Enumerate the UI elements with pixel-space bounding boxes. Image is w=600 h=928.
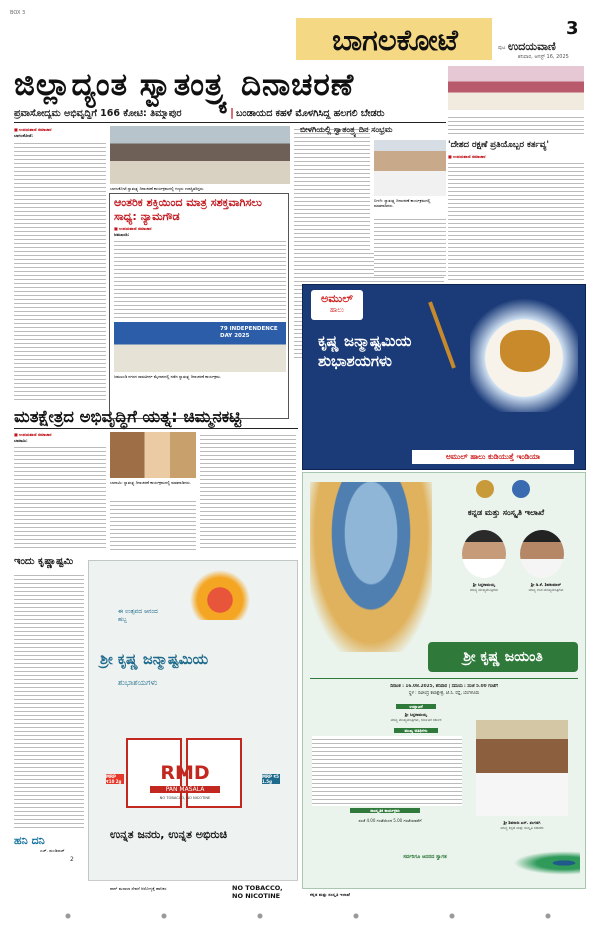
govt-minister-photo <box>476 720 568 816</box>
page-date: ಶನಿವಾರ, ಆಗಸ್ಟ್ 16, 2025 <box>518 54 569 60</box>
rmd-slogan: ಉನ್ನತ ಜನರು, ಉನ್ನತ ಅಭಿರುಚಿ <box>110 828 228 841</box>
story3-photo <box>110 432 196 478</box>
govt-emblem-icon <box>476 480 494 498</box>
govt-program-label: ಸಾಂಸ್ಕೃತಿಕ ಕಾರ್ಯಕ್ರಮ <box>350 808 420 813</box>
amul-greeting-line2: ಶುಭಾಶಯಗಳು <box>318 352 392 370</box>
right-story-caption: ಬೀಳಗಿಯಲ್ಲಿ ಸ್ವಾತಂತ್ರ್ಯ ದಿನ ಸಂಭ್ರಮ <box>300 125 393 134</box>
right-quote-headline: 'ದೇಶದ ರಕ್ಷಣೆ ಪ್ರತಿಯೊಬ್ಬರ ಕರ್ತವ್ಯ' <box>448 140 549 150</box>
hanidani-logo: ಹನಿ ದನಿ <box>14 834 45 847</box>
story2-banner-text: 79 INDEPENDENCE DAY 2025 <box>220 326 278 339</box>
govt-inaug-name: ಶ್ರೀ ಸಿದ್ದರಾಮಯ್ಯ <box>404 712 428 717</box>
govt-cm-name: ಶ್ರೀ ಸಿದ್ದರಾಮಯ್ಯ <box>472 582 496 587</box>
story2-byline: ■ ಉದಯವಾಣಿ ಸಮಾಚಾರ <box>114 226 152 231</box>
right-top-body <box>448 114 584 136</box>
rmd-mrp-right: MRP ₹5 1.5g <box>262 774 279 784</box>
govt-dcm-role: ಮಾನ್ಯ ಉಪ ಮುಖ್ಯಮಂತ್ರಿಗಳು <box>528 588 564 592</box>
today-body <box>14 572 84 828</box>
lead-rule <box>14 122 446 123</box>
rmd-celebration-art <box>180 570 260 620</box>
govt-venue-line: ಸ್ಥಳ : ರವೀಂದ್ರ ಕಲಾಕ್ಷೇತ್ರ, ಜೆ.ಸಿ. ರಸ್ತೆ, ಬೆಂಗಳೂರು <box>408 691 480 696</box>
govt-seal-icon <box>512 480 530 498</box>
story3-headline: ಮತಕ್ಷೇತ್ರದ ಅಭಿವೃದ್ಧಿಗೆ ಯತ್ನ: ಚಿಮ್ಮನಕಟ್ಟಿ <box>14 407 242 426</box>
amul-brand: ಅಮುಲ್ <box>321 292 353 305</box>
govt-dept: ಕನ್ನಡ ಮತ್ತು ಸಂಸ್ಕೃತಿ ಇಲಾಖೆ <box>467 508 545 517</box>
hanidani-sub: ಎಚ್. ಡುಂಡಿರಾಜ್ <box>40 848 65 853</box>
rmd-small-script: ಈ ಉತ್ಸವದ ಆನಂದ ಹಬ್ಬ <box>118 608 158 623</box>
right-top-photo <box>448 66 584 110</box>
govt-inaug-role: ಮಾನ್ಯ ಮುಖ್ಯಮಂತ್ರಿಗಳು, ಕರ್ನಾಟಕ ಸರ್ಕಾರ <box>390 718 442 722</box>
govt-date-line: ದಿನಾಂಕ : 16.08.2025, ಶನಿವಾರ | ಸಮಯ : ಸಂಜೆ 5.00 ಗಂಟೆಗೆ <box>390 684 498 689</box>
story2-dateline: ಜಮಖಂಡಿ: <box>114 232 130 237</box>
rmd-title: ಶ್ರೀ ಕೃಷ್ಣ ಜನ್ಮಾಷ್ಟಮಿಯ <box>100 652 209 668</box>
govt-minister-name: ಶ್ರೀ ಶಿವರಾಜ ಎಸ್. ತಂಗಡಗಿ <box>503 820 541 825</box>
govt-dcm-photo <box>520 530 564 578</box>
govt-program-time: ಸಂಜೆ 4.00 ಗಂಟೆಯಿಂದ 5.00 ಗಂಟೆಯವರೆಗೆ <box>358 818 422 823</box>
govt-guests-list <box>312 736 462 806</box>
govt-krishna-art <box>310 482 432 652</box>
right-quote-body <box>448 160 584 280</box>
lead-headline: ಜಿಲ್ಲಾದ್ಯಂತ ಸ್ವಾತಂತ್ರ್ಯ ದಿನಾಚರಣೆ <box>14 67 355 103</box>
lead-photo <box>110 126 290 184</box>
page-number: 3 <box>566 18 579 39</box>
registration-marks <box>0 912 600 920</box>
lead-subhead-sep: | <box>230 106 235 119</box>
lead-body-col2 <box>14 300 106 400</box>
story3-photo-caption: ಬಾದಾಮಿ: ಸ್ವಾತಂತ್ರ್ಯ ದಿನಾಚರಣೆ ಕಾರ್ಯಕ್ರಮದಲ್ಲಿ ಮಾತನಾಡಿದರು. <box>110 480 191 485</box>
story2-body <box>114 238 286 318</box>
amul-pot-icon <box>500 330 550 372</box>
lead-subhead-left: ಪ್ರವಾಸೋದ್ಯಮ ಅಭಿವೃದ್ಧಿಗೆ 166 ಕೋಟಿ: ತಿಮ್ಮಾಪುರ <box>14 108 182 119</box>
amul-product: ಹಾಲು <box>329 306 345 314</box>
lead-dateline: ಬಾಗಲಕೋಟೆ: <box>14 133 33 138</box>
box-code: BOX 3 <box>10 10 26 16</box>
right-byline: ■ ಉದಯವಾಣಿ ಸಮಾಚಾರ <box>448 154 486 159</box>
story3-body-col2 <box>110 498 196 550</box>
story3-body-col3 <box>200 432 296 550</box>
govt-cm-role: ಮಾನ್ಯ ಮುಖ್ಯಮಂತ್ರಿಗಳು <box>469 588 499 592</box>
story2-headline: ಆಂತರಿಕ ಶಕ್ತಿಯಿಂದ ಮಾತ್ರ ಸಶಕ್ತವಾಗಿಸಲು ಸಾಧ್ಯ: ನ್ಯಾಮಗೌಡ <box>114 196 262 223</box>
amul-greeting-line1: ಕೃಷ್ಣ ಜನ್ಮಾಷ್ಟಮಿಯ <box>318 332 412 350</box>
story3-body-col1 <box>14 444 106 550</box>
hanidani-page: 2 <box>70 856 74 863</box>
story3-dateline: ಬಾದಾಮಿ: <box>14 438 28 443</box>
right-portrait <box>374 140 446 196</box>
section-title: ಬಾಗಲಕೋಟೆ <box>332 23 458 57</box>
today-title: ಇಂದು ಕೃಷ್ಣಾಷ್ಟಮಿ <box>14 556 74 567</box>
paper-name: ಉದಯವಾಣಿ <box>508 40 556 53</box>
govt-peacock-feather-icon <box>500 848 580 878</box>
right-story-body <box>374 216 446 276</box>
lead-byline: ■ ಉದಯವಾಣಿ ಸಮಾಚಾರ <box>14 127 52 132</box>
story3-byline: ■ ಉದಯವಾಣಿ ಸಮಾಚಾರ <box>14 432 52 437</box>
rmd-no-tobacco: NO TOBACCO, NO NICOTINE <box>159 796 211 800</box>
story3-rule <box>14 428 298 429</box>
lead-photo-caption: ಬಾಗಲಕೋಟೆ ಸ್ವಾತಂತ್ರ್ಯ ದಿನಾಚರಣೆ ಕಾರ್ಯಕ್ರಮದಲ್ಲಿ ಗಣ್ಯರು ಉಪಸ್ಥಿತರಿದ್ದರು. <box>110 186 205 191</box>
govt-dcm-name: ಶ್ರೀ ಡಿ.ಕೆ. ಶಿವಕುಮಾರ್ <box>530 582 562 587</box>
rmd-footer-notice: NO TOBACCO, NO NICOTINE <box>232 884 283 900</box>
story2-photo-caption: ಜಮಖಂಡಿ ನಗರದ ರಾಮತೀರ್ಥ ಮೈದಾನದಲ್ಲಿ ನಡೆದ ಸ್ವಾತಂತ್ರ್ಯ ದಿನಾಚರಣೆ ಕಾರ್ಯಕ್ರಮ. <box>114 374 221 379</box>
govt-chief-label: ಮುಖ್ಯ ಅತಿಥಿಗಳು <box>394 728 438 733</box>
govt-cm-photo <box>462 530 506 578</box>
govt-footer-left: ಕನ್ನಡ ಮತ್ತು ಸಂಸ್ಕೃತಿ ಇಲಾಖೆ <box>310 892 350 897</box>
amul-tagline: ಅಮುಲ್ ಹಾಲು ಕುಡಿಯುತ್ತೆ ಇಂಡಿಯಾ <box>445 452 541 461</box>
govt-title: ಶ್ರೀ ಕೃಷ್ಣ ಜಯಂತಿ <box>463 649 543 665</box>
govt-divider <box>310 678 578 679</box>
paper-prefix: ಪುಟ <box>498 45 506 51</box>
rmd-subtitle: ಶುಭಾಶಯಗಳು <box>118 678 158 687</box>
rmd-brand-sub: PAN MASALA <box>150 786 220 793</box>
rmd-mrp-left: MRP ₹10 2g <box>106 774 124 784</box>
govt-minister-role: ಮಾನ್ಯ ಕನ್ನಡ ಮತ್ತು ಸಂಸ್ಕೃತಿ ಸಚಿವರು <box>500 826 544 830</box>
lead-subhead-right: ಬಂಡಾಯದ ಕಹಳೆ ಮೊಳಗಿಸಿದ್ದ ಹಲಗಲಿ ಬೇಡರು <box>236 108 385 119</box>
rmd-brand: RMD <box>160 762 210 784</box>
govt-footer-center: ಸರ್ವರಿಗೂ ಆದರದ ಸ್ವಾಗತ <box>403 854 447 860</box>
rmd-warning: ಪಾನ್ ಮಸಾಲಾ ಸೇವನೆ ಆರೋಗ್ಯಕ್ಕೆ ಹಾನಿಕರ <box>110 886 167 891</box>
right-portrait-caption: ಬೀಳಗಿ: ಸ್ವಾತಂತ್ರ್ಯ ದಿನಾಚರಣೆ ಕಾರ್ಯಕ್ರಮದಲ್ಲಿ ಮಾತನಾಡಿದರು. <box>374 198 431 208</box>
govt-inaug-label: ಉದ್ಘಾಟನೆ <box>396 704 436 709</box>
